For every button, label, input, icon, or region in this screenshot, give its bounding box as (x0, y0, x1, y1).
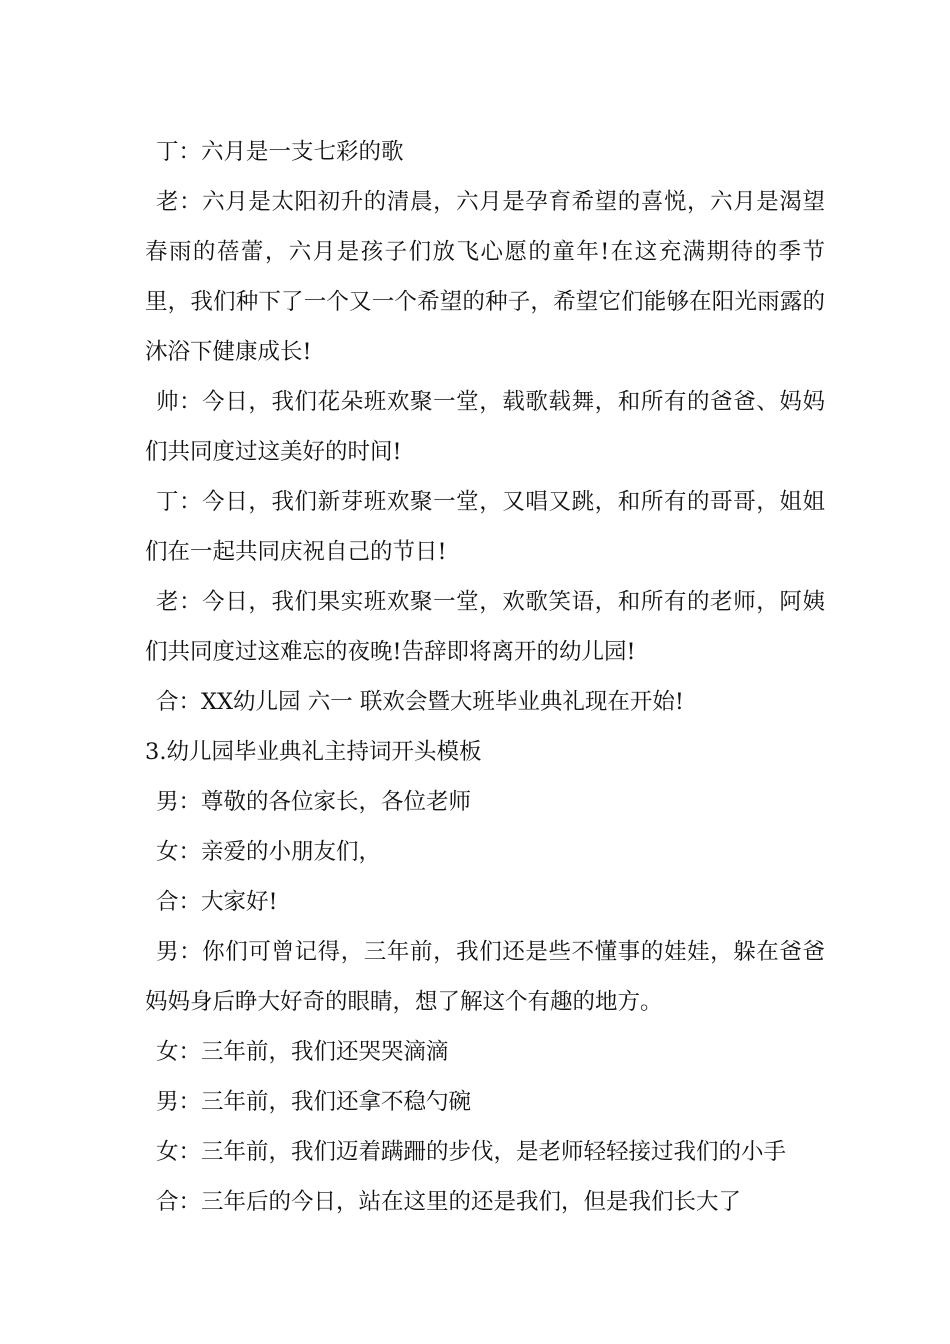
document-body (145, 127, 825, 1227)
paragraph: 合：大家好! (156, 889, 278, 915)
paragraph: 老：六月是太阳初升的清晨，六月是孕育希望的喜悦，六月是渴望春雨的蓓蕾，六月是孩子们放飞心愿的童年!在这充满期待的季节里，我们种下了一个又一个希望的种子，希望它们能够在阳光雨露的沐浴下健康成长! (145, 189, 825, 365)
section-heading: 3.幼儿园毕业典礼主持词开头模板 (145, 739, 482, 765)
paragraph: 女：亲爱的小朋友们， (156, 839, 382, 865)
paragraph: 丁：六月是一支七彩的歌 (156, 139, 404, 165)
paragraph: 帅：今日，我们花朵班欢聚一堂，载歌载舞，和所有的爸爸、妈妈们共同度过这美好的时间! (145, 389, 825, 465)
paragraph: 丁：今日，我们新芽班欢聚一堂，又唱又跳，和所有的哥哥，姐姐们在一起共同庆祝自己的节日! (145, 489, 825, 565)
paragraph: 男：尊敬的各位家长，各位老师 (156, 789, 472, 815)
paragraph: 合：XX幼儿园 六一 联欢会暨大班毕业典礼现在开始! (156, 689, 684, 715)
paragraph: 男：你们可曾记得，三年前，我们还是些不懂事的娃娃，躲在爸爸妈妈身后睁大好奇的眼睛，想了解这个有趣的地方。 (145, 939, 825, 1015)
paragraph: 老：今日，我们果实班欢聚一堂，欢歌笑语，和所有的老师，阿姨们共同度过这难忘的夜晚!告辞即将离开的幼儿园! (145, 589, 825, 665)
paragraph: 男：三年前，我们还拿不稳勺碗 (156, 1089, 472, 1115)
paragraph: 合：三年后的今日，站在这里的还是我们，但是我们长大了 (156, 1189, 742, 1215)
paragraph: 女：三年前，我们迈着蹒跚的步伐，是老师轻轻接过我们的小手 (156, 1139, 787, 1165)
paragraph: 女：三年前，我们还哭哭滴滴 (156, 1039, 449, 1065)
